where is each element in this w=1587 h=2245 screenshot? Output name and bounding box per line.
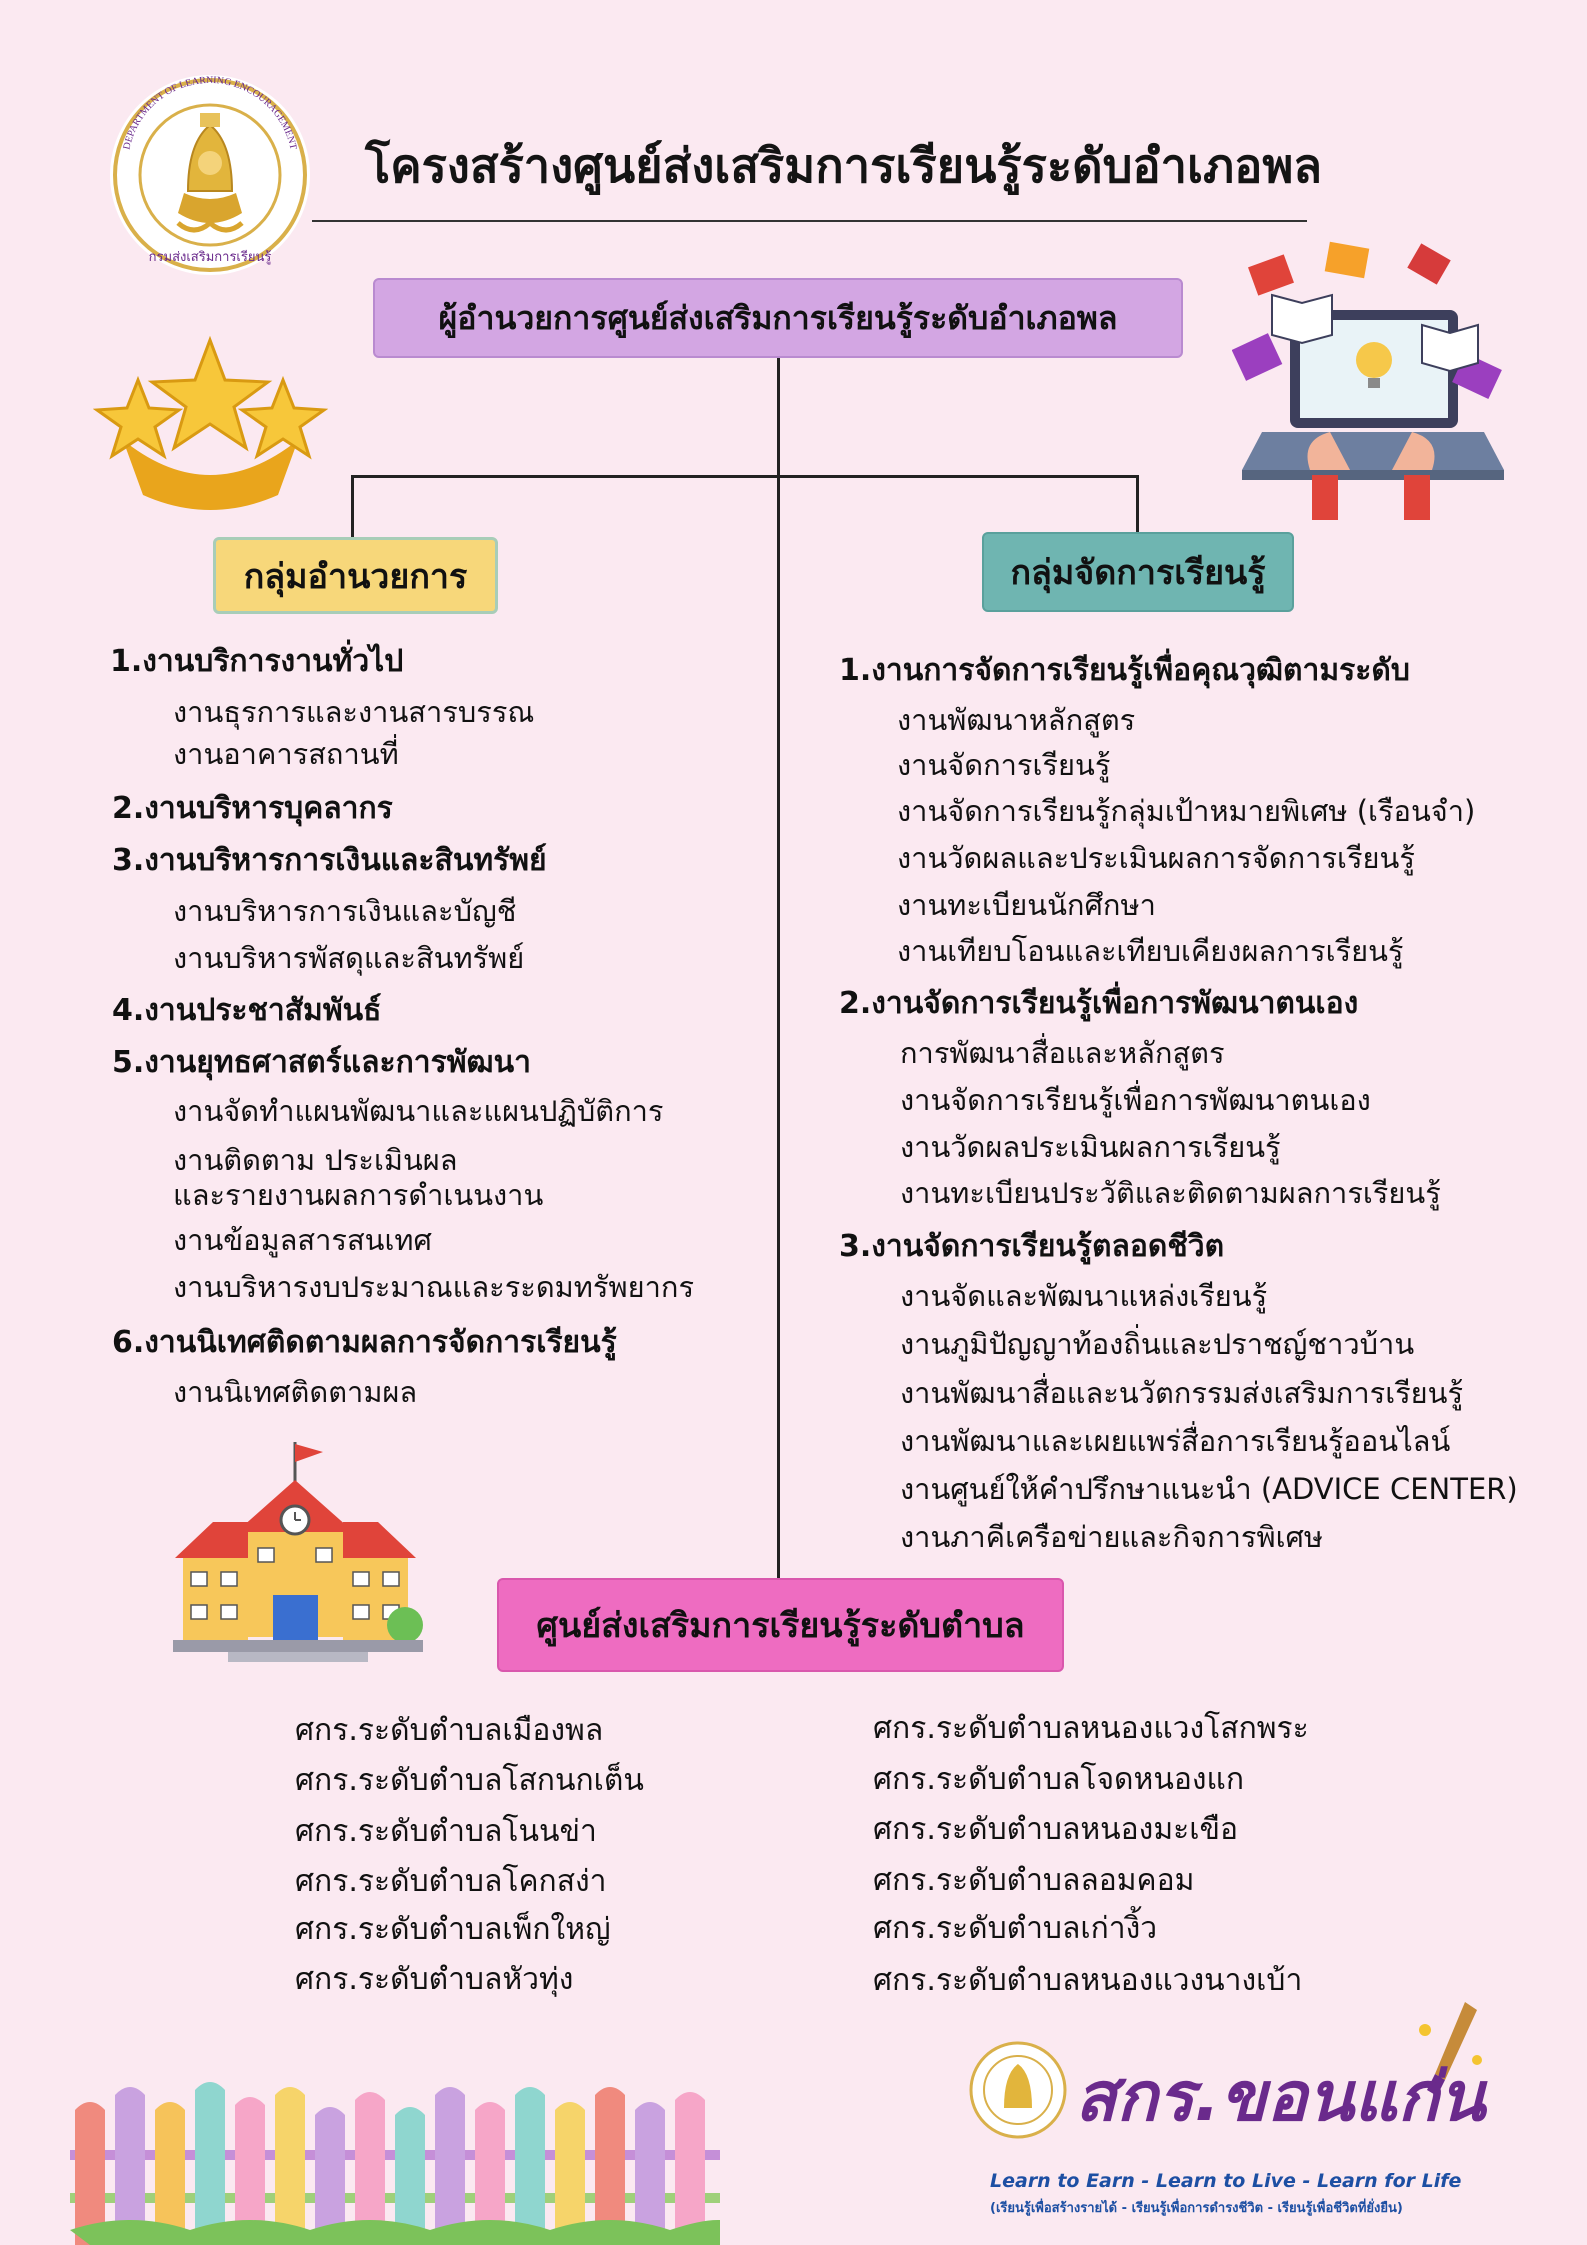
- admin-item-sub: งานบริหารพัสดุและสินทรัพย์: [173, 941, 525, 975]
- learning-item-sub: งานวัดผลประเมินผลการเรียนรู้: [900, 1130, 1281, 1164]
- tambon-left-item: ศกร.ระดับตำบลโคกสง่า: [295, 1864, 607, 1899]
- brand-logo-icon: [968, 2040, 1068, 2140]
- learning-item-sub: งานภาคีเครือข่ายและกิจการพิเศษ: [900, 1520, 1324, 1554]
- admin-item-sub: งานจัดทำแผนพัฒนาและแผนปฏิบัติการ: [173, 1094, 664, 1128]
- brand-slogan: Learn to Earn - Learn to Live - Learn for Life: [990, 2170, 1462, 2192]
- tambon-left-item: ศกร.ระดับตำบลเพ็กใหญ่: [295, 1912, 611, 1947]
- connector-horizontal: [351, 475, 1139, 478]
- learning-item-head: 2.งานจัดการเรียนรู้เพื่อการพัฒนาตนเอง: [839, 986, 1359, 1021]
- tambon-left-item: ศกร.ระดับตำบลเมืองพล: [295, 1713, 604, 1748]
- admin-item-head: 4.งานประชาสัมพันธ์: [112, 993, 382, 1028]
- learning-item-sub: งานวัดผลและประเมินผลการจัดการเรียนรู้: [897, 841, 1415, 875]
- admin-item-sub: งานธุรการและงานสารบรรณ: [173, 695, 535, 729]
- admin-item-sub: และรายงานผลการดำเนนงาน: [173, 1178, 544, 1212]
- tambon-right-item: ศกร.ระดับตำบลเก่างิ้ว: [873, 1911, 1158, 1946]
- learning-item-sub: งานพัฒนาหลักสูตร: [897, 703, 1136, 737]
- learning-item-sub: งานเทียบโอนและเทียบเคียงผลการเรียนรู้: [897, 934, 1404, 968]
- admin-item-sub: งานบริหารงบประมาณและระดมทรัพยากร: [173, 1270, 695, 1304]
- tambon-right-item: ศกร.ระดับตำบลหนองแวงโสกพระ: [873, 1711, 1309, 1746]
- tambon-right-item: ศกร.ระดับตำบลโจดหนองแก: [873, 1762, 1244, 1797]
- page-title: โครงสร้างศูนย์ส่งเสริมการเรียนรู้ระดับอำเภอพล: [365, 139, 1323, 194]
- learning-item-sub: งานจัดการเรียนรู้: [897, 748, 1111, 782]
- learning-item-sub: งานศูนย์ให้คำปรึกษาแนะนำ (ADVICE CENTER): [900, 1472, 1518, 1506]
- logo-arc-text: DEPARTMENT OF LEARNING ENCOURAGEMENT: [121, 74, 299, 151]
- admin-item-sub: งานอาคารสถานที่: [173, 737, 399, 771]
- laptop-books-icon: [1232, 240, 1510, 520]
- stars-icon: [93, 335, 328, 510]
- learning-group-box: กลุ่มจัดการเรียนรู้: [982, 532, 1294, 612]
- fence-icon: [70, 2065, 720, 2245]
- learning-item-sub: งานภูมิปัญญาท้องถิ่นและปราชญ์ชาวบ้าน: [900, 1327, 1415, 1361]
- admin-item-sub: งานติดตาม ประเมินผล: [173, 1143, 458, 1177]
- connector-trunk: [777, 358, 780, 1578]
- title-divider: [312, 220, 1307, 222]
- admin-item-head: 1.งานบริการงานทั่วไป: [110, 644, 404, 679]
- learning-item-head: 3.งานจัดการเรียนรู้ตลอดชีวิต: [839, 1229, 1225, 1264]
- admin-group-box: กลุ่มอำนวยการ: [213, 537, 498, 614]
- learning-item-sub: การพัฒนาสื่อและหลักสูตร: [900, 1036, 1225, 1070]
- learning-item-sub: งานทะเบียนนักศึกษา: [897, 888, 1156, 922]
- brand-slogan-th: (เรียนรู้เพื่อสร้างรายได้ - เรียนรู้เพื่อการดำรงชีวิต - เรียนรู้เพื่อชีวิตที่ยั่งยืน): [990, 2201, 1403, 2216]
- department-logo-icon: [108, 73, 313, 278]
- learning-item-sub: งานจัดและพัฒนาแหล่งเรียนรู้: [900, 1279, 1268, 1313]
- logo-bottom-text: กรมส่งเสริมการเรียนรู้: [148, 250, 272, 265]
- learning-item-sub: งานจัดการเรียนรู้กลุ่มเป้าหมายพิเศษ (เรือนจำ): [897, 794, 1476, 828]
- tambon-center-box: ศูนย์ส่งเสริมการเรียนรู้ระดับตำบล: [497, 1578, 1064, 1672]
- tambon-right-item: ศกร.ระดับตำบลหนองแวงนางเบ้า: [873, 1963, 1303, 1998]
- admin-item-head: 2.งานบริหารบุคลากร: [112, 791, 393, 826]
- school-building-icon: [173, 1440, 423, 1675]
- connector-left-drop: [351, 475, 354, 537]
- tambon-left-item: ศกร.ระดับตำบลโนนข่า: [295, 1814, 597, 1849]
- learning-item-sub: งานพัฒนาสื่อและนวัตกรรมส่งเสริมการเรียนรู้: [900, 1376, 1464, 1410]
- admin-item-head: 5.งานยุทธศาสตร์และการพัฒนา: [112, 1045, 531, 1080]
- learning-item-sub: งานทะเบียนประวัติและติดตามผลการเรียนรู้: [900, 1176, 1441, 1210]
- learning-item-sub: งานพัฒนาและเผยแพร่สื่อการเรียนรู้ออนไลน์: [900, 1424, 1451, 1458]
- learning-item-sub: งานจัดการเรียนรู้เพื่อการพัฒนาตนเอง: [900, 1083, 1371, 1117]
- tambon-right-item: ศกร.ระดับตำบลลอมคอม: [873, 1863, 1195, 1898]
- tambon-left-item: ศกร.ระดับตำบลโสกนกเต็น: [295, 1763, 644, 1798]
- admin-item-sub: งานข้อมูลสารสนเทศ: [173, 1223, 432, 1257]
- tambon-right-item: ศกร.ระดับตำบลหนองมะเขือ: [873, 1812, 1238, 1847]
- admin-item-head: 6.งานนิเทศติดตามผลการจัดการเรียนรู้: [112, 1325, 617, 1360]
- brand-name: สกร.ขอนแก่น: [1075, 2058, 1486, 2137]
- tambon-left-item: ศกร.ระดับตำบลหัวทุ่ง: [295, 1962, 574, 1997]
- director-box: ผู้อำนวยการศูนย์ส่งเสริมการเรียนรู้ระดับอำเภอพล: [373, 278, 1183, 358]
- admin-item-sub: งานบริหารการเงินและบัญชี: [173, 894, 517, 928]
- admin-item-head: 3.งานบริหารการเงินและสินทรัพย์: [112, 843, 547, 878]
- admin-item-sub: งานนิเทศติดตามผล: [173, 1375, 418, 1409]
- connector-right-drop: [1136, 475, 1139, 532]
- learning-item-head: 1.งานการจัดการเรียนรู้เพื่อคุณวุฒิตามระดับ: [839, 653, 1410, 688]
